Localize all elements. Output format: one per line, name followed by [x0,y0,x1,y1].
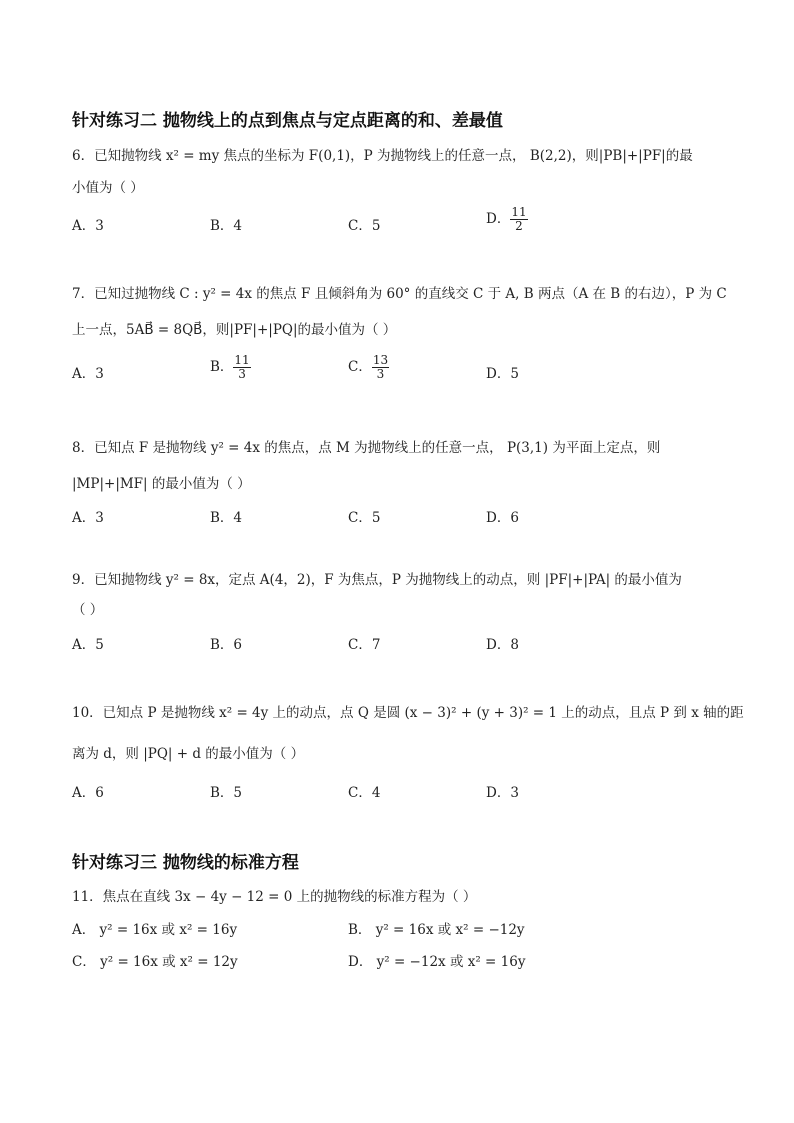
question-8-option-a: A．3 [72,510,104,526]
question-10-option-c: C．4 [348,785,381,801]
option-label: D． [486,211,511,227]
question-11-option-d: D． y² = −12x 或 x² = 16y [348,954,526,970]
question-6-stem-line1: 6．已知抛物线 x² = my 焦点的坐标为 F(0,1)，P 为抛物线上的任意一点， B(2,2)，则|PB|+|PF|的最 [72,148,693,164]
section-title: 针对练习二 抛物线上的点到焦点与定点距离的和、差最值 [72,111,503,131]
question-6-option-d [486,206,528,233]
question-6-option-b: B．4 [210,218,243,234]
question-11-stem-line1: 11．焦点在直线 3x − 4y − 12 = 0 上的抛物线的标准方程为（ ） [72,889,477,905]
question-8-stem-line2: |MP|+|MF| 的最小值为（ ） [72,476,251,492]
question-10-stem-line1: 10．已知点 P 是抛物线 x² = 4y 上的动点，点 Q 是圆 (x − 3)² + (y + 3)² = 1 上的动点，且点 P 到 x 轴的距 [72,705,744,721]
question-11-option-a: A． y² = 16x 或 x² = 16y [72,922,238,938]
option-label: C． [348,359,372,375]
numerator: 11 [511,205,527,219]
question-11-option-b: B． y² = 16x 或 x² = −12y [348,922,525,938]
numerator: 11 [234,353,250,367]
question-6-stem-line2: 小值为（ ） [72,180,144,196]
question-10-option-a: A．6 [72,785,104,801]
question-6-option-c: C．5 [348,218,381,234]
question-7-option-c [348,354,389,381]
question-6-option-a: A．3 [72,218,104,234]
denominator: 3 [238,367,246,381]
denominator: 3 [376,367,385,381]
denominator: 2 [515,219,523,233]
question-8-option-b: B．4 [210,510,243,526]
question-7-option-b [210,354,251,381]
question-9-option-b: B．6 [210,637,243,653]
option-label: B． [210,359,234,375]
fraction [372,354,389,381]
question-10-option-d: D．3 [486,785,519,801]
question-9-stem-line2: （ ） [72,602,104,618]
question-8-option-d: D．6 [486,510,519,526]
question-9-option-d: D．8 [486,637,519,653]
question-9-option-c: C．7 [348,637,381,653]
numerator: 13 [372,353,389,367]
question-9-stem-line1: 9．已知抛物线 y² = 8x，定点 A(4，2)，F 为焦点，P 为抛物线上的动点，则 |PF|+|PA| 的最小值为 [72,572,682,588]
question-10-option-b: B．5 [210,785,243,801]
question-7-stem-line2: 上一点，5AB⃗ = 8QB⃗，则|PF|+|PQ|的最小值为（ ） [72,322,397,338]
question-7-stem-line1: 7．已知过抛物线 C : y² = 4x 的焦点 F 且倾斜角为 60° 的直线交 C 于 A, B 两点（A 在 B 的右边），P 为 C [72,286,727,302]
question-11-option-c: C． y² = 16x 或 x² = 12y [72,954,238,970]
question-10-stem-line2: 离为 d，则 |PQ| + d 的最小值为（ ） [72,746,305,762]
question-9-option-a: A．5 [72,637,104,653]
fraction [233,354,250,381]
question-7-option-d: D．5 [486,366,519,382]
question-8-stem-line1: 8．已知点 F 是抛物线 y² = 4x 的焦点，点 M 为抛物线上的任意一点， P(3,1) 为平面上定点，则 [72,440,661,456]
question-7-option-a: A．3 [72,366,104,382]
section-title: 针对练习三 抛物线的标准方程 [72,853,299,873]
question-8-option-c: C．5 [348,510,381,526]
fraction [510,206,527,233]
